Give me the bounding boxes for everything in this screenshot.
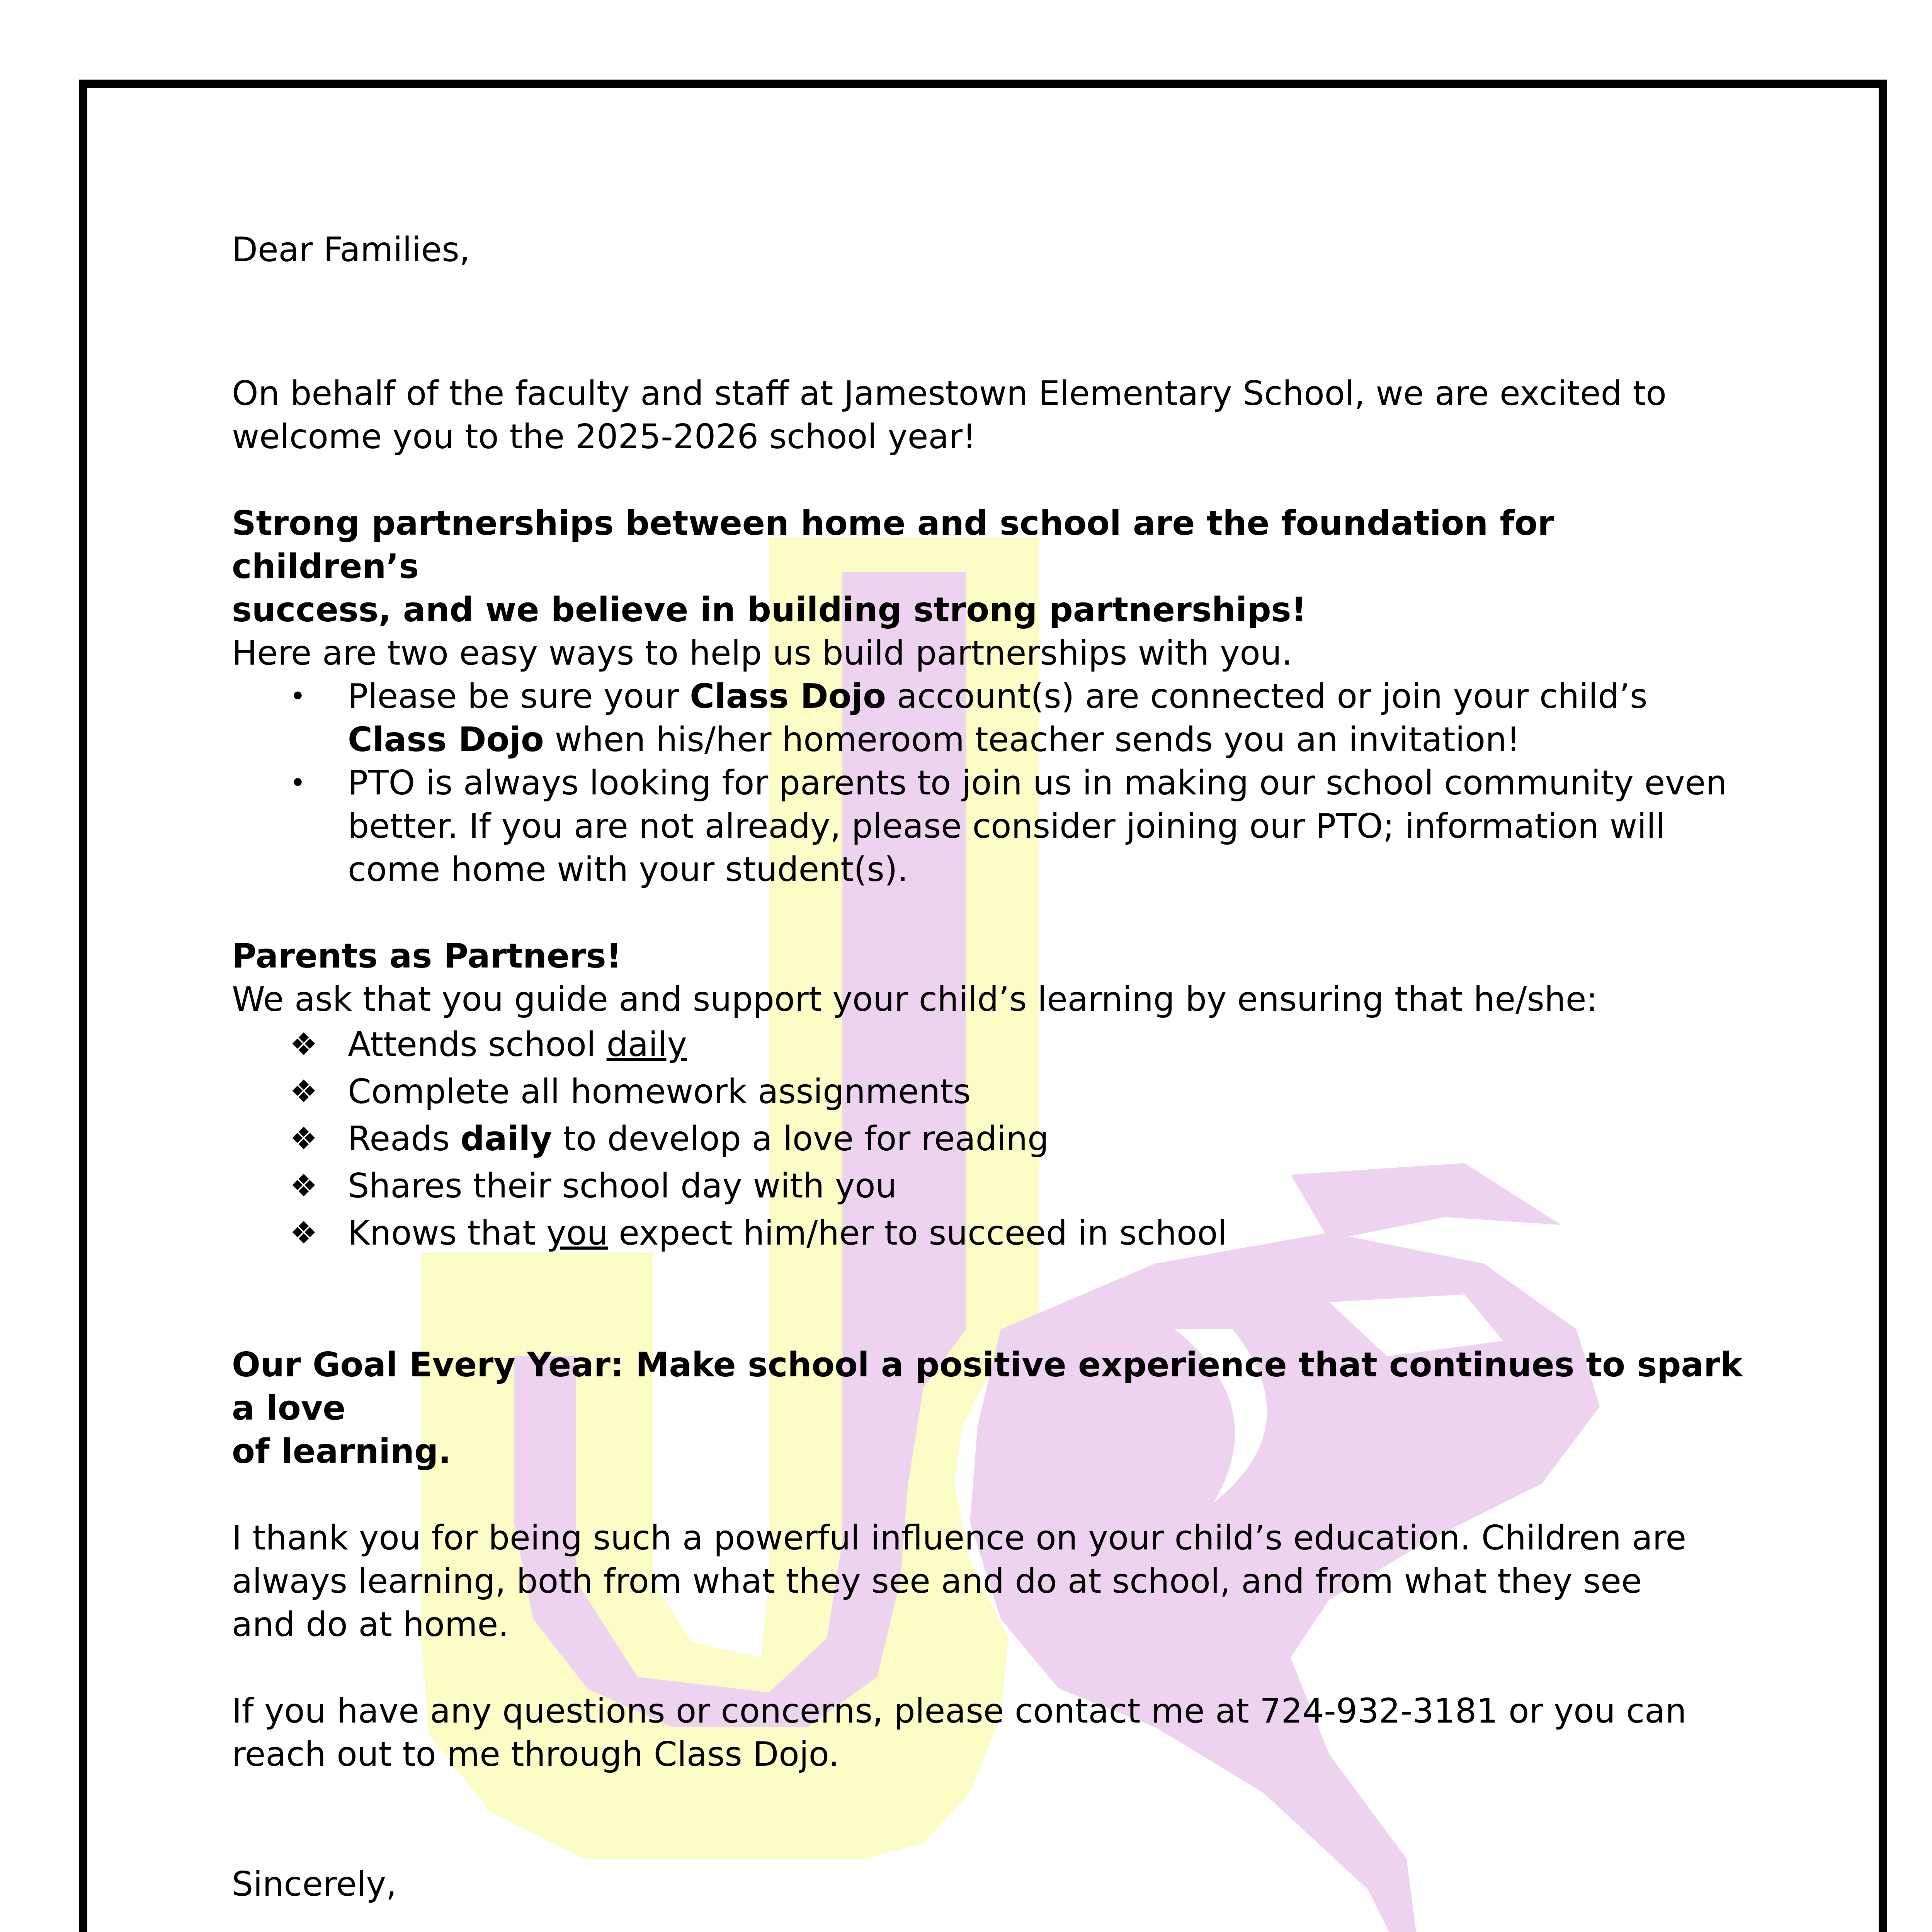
partnerships-lead: Here are two easy ways to help us build partnerships with you.	[232, 633, 1293, 673]
bullet-text: better. If you are not already, please consider joining our PTO; information will	[348, 806, 1665, 846]
class-dojo-bold: Class Dojo	[348, 720, 544, 759]
goal-line-2: of learning.	[232, 1432, 451, 1471]
item-text: expect him/her to succeed in school	[608, 1213, 1227, 1253]
bullet-text: Please be sure your	[348, 677, 690, 716]
item-underline: you	[546, 1213, 608, 1253]
goal-statement	[232, 1343, 1747, 1473]
thanks-line-2: always learning, both from what they see and do at school, and from what they see	[232, 1561, 1642, 1601]
thanks-paragraph	[232, 1516, 1747, 1646]
diamond-bullet-icon: ❖	[290, 1168, 318, 1204]
thanks-line-3: and do at home.	[232, 1605, 509, 1644]
item-underline: daily	[606, 1025, 687, 1064]
parents-list	[232, 1021, 1747, 1257]
goal-line-1: Our Goal Every Year: Make school a positive experience that continues to spark a love	[232, 1345, 1743, 1428]
item-text: to develop a love for reading	[552, 1119, 1049, 1158]
partnerships-list	[232, 675, 1747, 891]
closing: Sincerely,	[232, 1864, 397, 1904]
item-text: Complete all homework assignments	[348, 1072, 971, 1111]
intro-line-1: On behalf of the faculty and staff at Jamestown Elementary School, we are excited to	[232, 374, 1667, 413]
list-item	[232, 1115, 1747, 1162]
item-text: Shares their school day with you	[348, 1166, 897, 1206]
diamond-bullet-icon: ❖	[290, 1026, 318, 1062]
list-item	[232, 1021, 1747, 1068]
thanks-line-1: I thank you for being such a powerful influence on your child’s education. Children are	[232, 1518, 1687, 1558]
contact-line-1: If you have any questions or concerns, please contact me at 724-932-3181 or you can	[232, 1691, 1687, 1731]
list-item	[232, 1209, 1747, 1257]
diamond-bullet-icon: ❖	[290, 1215, 318, 1251]
list-item	[232, 1162, 1747, 1209]
bullet-text: PTO is always looking for parents to join us in making our school community even	[348, 763, 1727, 803]
item-bold: daily	[460, 1119, 552, 1158]
partnerships-heading-line-2: success, and we believe in building strong partnerships!	[232, 590, 1307, 629]
intro-line-2: welcome you to the 2025-2026 school year!	[232, 417, 976, 456]
item-text: Knows that	[348, 1213, 546, 1253]
partnerships-heading-line-1: Strong partnerships between home and school are the foundation for children’s	[232, 503, 1554, 586]
salutation: Dear Families,	[232, 230, 470, 269]
bullet-text: when his/her homeroom teacher sends you an invitation!	[544, 720, 1520, 759]
list-item	[232, 761, 1747, 891]
bullet-text: come home with your student(s).	[348, 850, 908, 889]
parents-lead: We ask that you guide and support your child’s learning by ensuring that he/she:	[232, 980, 1598, 1019]
letter-body	[232, 228, 1747, 1932]
parents-heading: Parents as Partners!	[232, 936, 622, 976]
partnerships-heading	[232, 502, 1747, 631]
contact-line-2: reach out to me through Class Dojo.	[232, 1735, 840, 1774]
bullet-dot-icon: •	[290, 767, 306, 799]
list-item	[232, 675, 1747, 761]
intro-paragraph	[232, 372, 1747, 458]
diamond-bullet-icon: ❖	[290, 1073, 318, 1109]
bullet-text: account(s) are connected or join your child’s	[886, 677, 1648, 716]
item-text: Attends school	[348, 1025, 607, 1064]
list-item	[232, 1068, 1747, 1115]
item-text: Reads	[348, 1119, 461, 1158]
contact-paragraph	[232, 1689, 1747, 1776]
bullet-dot-icon: •	[290, 680, 306, 712]
diamond-bullet-icon: ❖	[290, 1121, 318, 1156]
class-dojo-bold: Class Dojo	[690, 677, 886, 716]
